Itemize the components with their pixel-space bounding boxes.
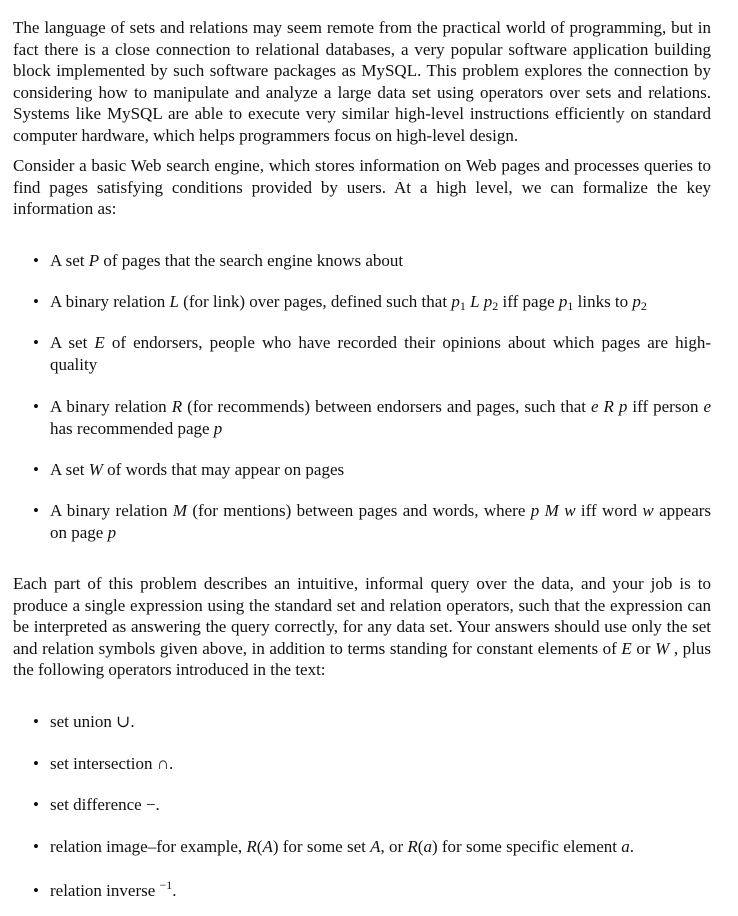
operator-item: set union ∪. bbox=[50, 712, 135, 731]
bullet-dot: • bbox=[33, 754, 39, 773]
bullet-dot: • bbox=[33, 397, 39, 416]
list-item: A set W of words that may appear on pages bbox=[50, 460, 345, 479]
list-item: A set E of endorsers, people who have recorded their opinions about which pages are high-quality bbox=[50, 333, 711, 374]
setup-paragraph: Consider a basic Web search engine, which stores information on Web pages and processes queries to find pages satisfying conditions provided by users. At a high level, we can formalize the key information as: bbox=[13, 156, 711, 219]
operator-item: relation inverse $^{-1}$. bbox=[50, 878, 177, 900]
bullet-dot: • bbox=[33, 292, 39, 311]
list-item: A binary relation L (for link) over pages, defined such that $p_1$ L $p_2$ iff page $p_1$ links to $p_2$ bbox=[50, 292, 647, 313]
bullet-dot: • bbox=[33, 712, 39, 731]
bullet-dot: • bbox=[33, 460, 39, 479]
task-paragraph: Each part of this problem describes an intuitive, informal query over the data, and your job is to produce a single expression using the standard set and relation operators, such that the expression can be interpreted as answering the query correctly, for any data set. Your answers should use only the set and relation symbols given above, in addition to terms standing for constant elements of E or W , plus the following operators introduced in the text: bbox=[13, 574, 711, 680]
operator-item: relation image–for example, R(A) for some set A, or R(a) for some specific element a. bbox=[50, 837, 635, 856]
list-item: A set P of pages that the search engine knows about bbox=[50, 251, 404, 270]
bullet-dot: • bbox=[33, 501, 39, 520]
bullet-dot: • bbox=[33, 251, 39, 270]
bullet-dot: • bbox=[33, 795, 39, 814]
operator-item: set intersection ∩. bbox=[50, 754, 174, 773]
intro-paragraph: The language of sets and relations may seem remote from the practical world of programming, but in fact there is a close connection to relational databases, a very popular software application building block implemented by such software packages as MySQL. This problem explores the connection by considering how to manipulate and analyze a large data set using operators over sets and relations. Systems like MySQL are able to execute very similar high-level instructions efficiently on standard computer hardware, which helps programmers focus on high-level design. bbox=[13, 18, 711, 145]
bullet-dot: • bbox=[33, 837, 39, 856]
list-item: A binary relation M (for mentions) between pages and words, where p M w iff word w appears on page p bbox=[50, 501, 712, 542]
bullet-dot: • bbox=[33, 333, 39, 352]
bullet-dot: • bbox=[33, 881, 39, 900]
list-item: A binary relation R (for recommends) between endorsers and pages, such that e R p iff person e has recommended page p bbox=[50, 397, 711, 438]
operator-item: set difference −. bbox=[50, 795, 160, 814]
